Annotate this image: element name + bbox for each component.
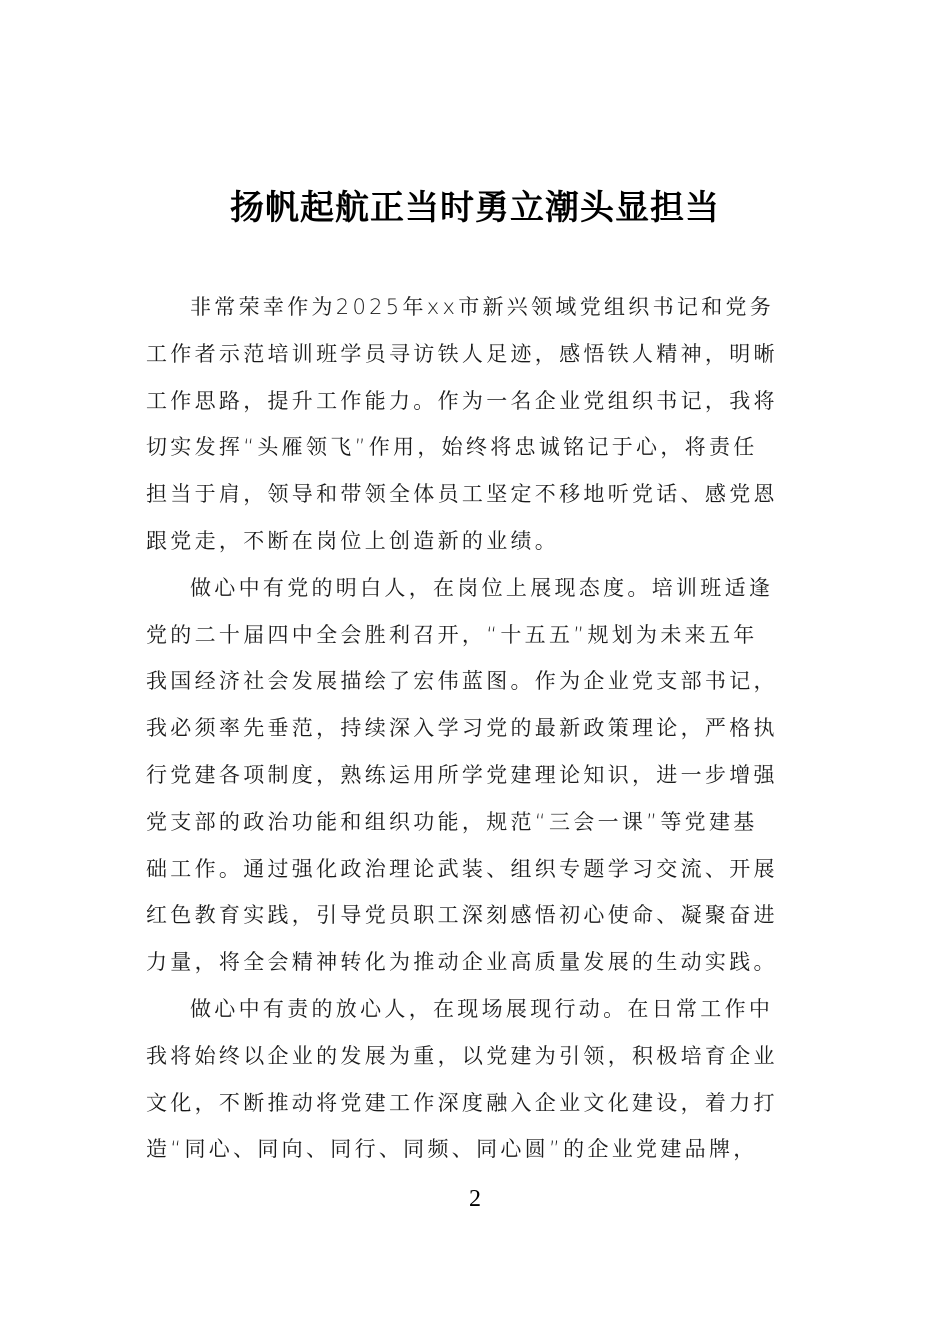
text-line: 文化，不断推动将党建工作深度融入企业文化建设，着力打 <box>146 1090 778 1115</box>
text-line: 党的二十届四中全会胜利召开，“十五五”规划为未来五年 <box>146 622 758 647</box>
text-line: 我将始终以企业的发展为重，以党建为引领，积极培育企业 <box>146 1043 778 1068</box>
paragraph-2 <box>146 569 810 990</box>
document-title: 扬帆起航正当时勇立潮头显担当 <box>230 188 720 228</box>
text-line: 我必须率先垂范，持续深入学习党的最新政策理论，严格执 <box>146 716 778 741</box>
text-line: 切实发挥“头雁领飞”作用，始终将忠诚铭记于心，将责任 <box>146 435 758 460</box>
paragraph-3 <box>146 990 810 1177</box>
text-line: 工作思路，提升工作能力。作为一名企业党组织书记，我将 <box>146 388 778 413</box>
text-line: 我国经济社会发展描绘了宏伟蓝图。作为企业党支部书记， <box>146 669 778 694</box>
text-line: 行党建各项制度，熟练运用所学党建理论知识，进一步增强 <box>146 762 778 787</box>
page-number: 2 <box>469 1186 481 1212</box>
text-line: 非常荣幸作为2025年xx市新兴领域党组织书记和党务 <box>190 295 775 319</box>
document-body <box>146 288 810 1177</box>
text-line: 跟党走，不断在岗位上创造新的业绩。 <box>146 528 560 553</box>
text-line: 做心中有党的明白人，在岗位上展现态度。培训班适逢 <box>190 575 774 600</box>
paragraph-1 <box>146 288 810 569</box>
text-line: 党支部的政治功能和组织功能，规范“三会一课”等党建基 <box>146 809 758 834</box>
text-line: 做心中有责的放心人，在现场展现行动。在日常工作中 <box>190 996 774 1021</box>
text-line: 础工作。通过强化政治理论武装、组织专题学习交流、开展 <box>146 856 778 881</box>
text-line: 工作者示范培训班学员寻访铁人足迹，感悟铁人精神，明晰 <box>146 341 778 366</box>
text-line: 造“同心、同向、同行、同频、同心圆”的企业党建品牌， <box>146 1137 758 1162</box>
text-line: 担当于肩，领导和带领全体员工坚定不移地听党话、感党恩 <box>146 482 778 507</box>
text-line: 红色教育实践，引导党员职工深刻感悟初心使命、凝聚奋进 <box>146 903 778 928</box>
text-line: 力量，将全会精神转化为推动企业高质量发展的生动实践。 <box>146 950 778 975</box>
